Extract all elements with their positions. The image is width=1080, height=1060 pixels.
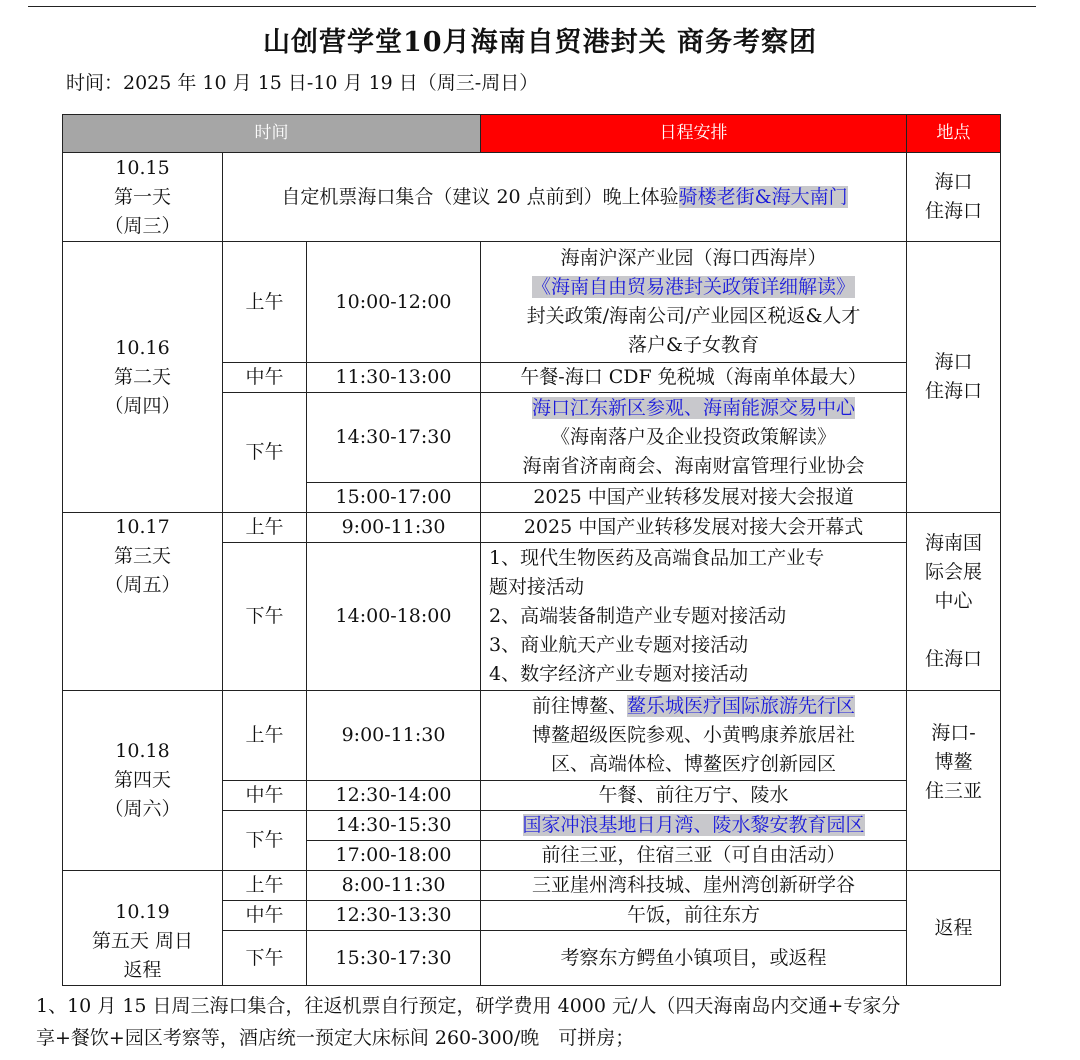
day3-day: 第三天 [113, 545, 171, 567]
day5-noon-period: 中午 [223, 901, 307, 931]
day2-am-activity [481, 242, 907, 363]
day1-text: 自定机票海口集合（建议 20 点前到）晚上体验 [281, 185, 679, 208]
day3-am-time: 9:00-11:30 [307, 513, 481, 543]
date-range: 时间：2025 年 10 月 15 日-10 月 19 日（周三-周日） [66, 72, 539, 94]
day5-pm-activity: 考察东方鳄鱼小镇项目，或返程 [481, 931, 907, 986]
day3-place-line: 中心 [934, 590, 973, 612]
day5-am-activity: 三亚崖州湾科技城、崖州湾创新研学谷 [481, 871, 907, 901]
day4-am-activity [481, 691, 907, 781]
day3-place-line: 际会展 [925, 561, 983, 583]
day3-pm-item: 题对接活动 [489, 576, 585, 598]
day3-week: （周五） [104, 574, 181, 596]
day1-location [907, 153, 1001, 242]
day1-place-stay: 住海口 [925, 200, 983, 222]
day5-day: 第五天 周日 [91, 929, 194, 952]
day4-week: （周六） [104, 798, 181, 820]
top-rule [28, 6, 1036, 7]
day4-pm-activity1 [481, 811, 907, 841]
header-schedule: 日程安排 [481, 115, 907, 153]
day1-activity [223, 153, 907, 242]
table-row-day5-am [63, 871, 1001, 901]
day4-pm-time1: 14:30-15:30 [307, 811, 481, 841]
table-row-day2-am [63, 242, 1001, 363]
day2-pm-line: 《海南落户及企业投资政策解读》 [551, 426, 837, 448]
day4-date-cell [63, 691, 223, 871]
day2-noon-period: 中午 [223, 363, 307, 393]
day2-week: （周四） [104, 394, 181, 417]
day1-highlight: 骑楼老街&海大南门 [678, 185, 848, 208]
table-row-day1 [63, 153, 1001, 242]
day2-pm-period: 下午 [223, 393, 307, 513]
footnote [36, 990, 1046, 1054]
table-header-row [63, 115, 1001, 153]
day2-am-time: 10:00-12:00 [307, 242, 481, 363]
day1-date: 10.15 [115, 156, 170, 179]
day1-place-city: 海口 [934, 171, 973, 193]
day4-pm-time2: 17:00-18:00 [307, 841, 481, 871]
day4-am-line: 博鳌超级医院参观、小黄鸭康养旅居社 [532, 724, 856, 746]
day5-noon-activity: 午饭，前往东方 [481, 901, 907, 931]
schedule-table [62, 114, 1001, 986]
day3-am-period: 上午 [223, 513, 307, 543]
footnote-line: 享+餐饮+园区考察等，酒店统一预定大床标间 260-300/晚 可拼房； [36, 1027, 635, 1049]
day4-am-highlight: 鳌乐城医疗国际旅游先行区 [627, 695, 856, 717]
day5-noon-time: 12:30-13:30 [307, 901, 481, 931]
table-row-day3-am [63, 513, 1001, 543]
day5-week: 返程 [123, 958, 162, 981]
day5-pm-period: 下午 [223, 931, 307, 986]
day3-date: 10.17 [115, 516, 170, 538]
day4-date: 10.18 [115, 740, 170, 762]
day2-day: 第二天 [113, 365, 171, 388]
day4-noon-time: 12:30-14:00 [307, 781, 481, 811]
day3-pm-time: 14:00-18:00 [307, 543, 481, 691]
day5-date: 10.19 [115, 900, 170, 923]
day2-pm-time: 14:30-17:30 [307, 393, 481, 483]
day2-pm-highlight: 海口江东新区参观、海南能源交易中心 [532, 397, 856, 419]
day3-pm-item: 3、商业航天产业专题对接活动 [489, 634, 749, 656]
day2-pm2-activity: 2025 中国产业转移发展对接大会报道 [481, 483, 907, 513]
day4-noon-activity: 午餐、前往万宁、陵水 [481, 781, 907, 811]
page-title: 山创营学堂10月海南自贸港封关 商务考察团 [263, 27, 817, 58]
day4-pm-period: 下午 [223, 811, 307, 871]
day1-day: 第一天 [113, 185, 171, 208]
day4-am-time: 9:00-11:30 [307, 691, 481, 781]
day2-place-city: 海口 [934, 351, 973, 373]
day2-place-stay: 住海口 [925, 380, 983, 402]
day4-day: 第四天 [113, 769, 171, 791]
day4-am-period: 上午 [223, 691, 307, 781]
day2-noon-activity: 午餐-海口 CDF 免税城（海南单体最大） [481, 363, 907, 393]
day3-pm-item: 2、高端装备制造产业专题对接活动 [489, 605, 787, 627]
header-location: 地点 [907, 115, 1001, 153]
day2-noon-time: 11:30-13:00 [307, 363, 481, 393]
day2-location [907, 242, 1001, 513]
day5-date-cell [63, 871, 223, 986]
table-row-day4-am [63, 691, 1001, 781]
day5-location: 返程 [907, 871, 1001, 986]
day3-pm-activity [481, 543, 907, 691]
day4-pm-highlight: 国家冲浪基地日月湾、陵水黎安教育园区 [522, 814, 865, 836]
day3-location [907, 513, 1001, 691]
day5-am-time: 8:00-11:30 [307, 871, 481, 901]
day4-place-line: 博鳌 [934, 751, 973, 773]
day3-place-line: 海南国 [925, 532, 983, 554]
day4-location [907, 691, 1001, 871]
day4-am-line: 区、高端体检、博鳌医疗创新园区 [551, 753, 837, 775]
day3-pm-period: 下午 [223, 543, 307, 691]
header-time: 时间 [63, 115, 481, 153]
day4-noon-period: 中午 [223, 781, 307, 811]
day2-am-highlight: 《海南自由贸易港封关政策详细解读》 [532, 276, 856, 298]
day2-pm2-time: 15:00-17:00 [307, 483, 481, 513]
day3-pm-item: 4、数字经济产业专题对接活动 [489, 663, 749, 685]
day2-am-line: 落户&子女教育 [628, 334, 759, 356]
day2-pm-activity [481, 393, 907, 483]
day3-pm-item: 1、现代生物医药及高端食品加工产业专 [489, 547, 825, 569]
day2-date: 10.16 [115, 336, 170, 359]
day4-pm-activity2: 前往三亚，住宿三亚（可自由活动） [481, 841, 907, 871]
day4-place-line: 海口- [931, 722, 976, 744]
day3-am-activity: 2025 中国产业转移发展对接大会开幕式 [481, 513, 907, 543]
day2-am-line: 海南沪深产业园（海口西海岸） [560, 247, 827, 269]
day2-date-cell [63, 242, 223, 513]
day5-am-period: 上午 [223, 871, 307, 901]
day2-am-period: 上午 [223, 242, 307, 363]
day1-date-cell [63, 153, 223, 242]
day3-date-cell [63, 513, 223, 691]
day4-place-stay: 住三亚 [925, 780, 983, 802]
footnote-line: 1、10 月 15 日周三海口集合，往返机票自行预定，研学费用 4000 元/人（四天海南岛内交通+专家分 [36, 995, 901, 1017]
day2-am-line: 封关政策/海南公司/产业园区税返&人才 [526, 305, 861, 327]
day5-pm-time: 15:30-17:30 [307, 931, 481, 986]
day2-pm-line: 海南省济南商会、海南财富管理行业协会 [522, 455, 865, 477]
day3-place-stay: 住海口 [925, 648, 983, 670]
day1-week: （周三） [104, 214, 181, 237]
day4-am-text: 前往博鳌、 [532, 695, 628, 717]
